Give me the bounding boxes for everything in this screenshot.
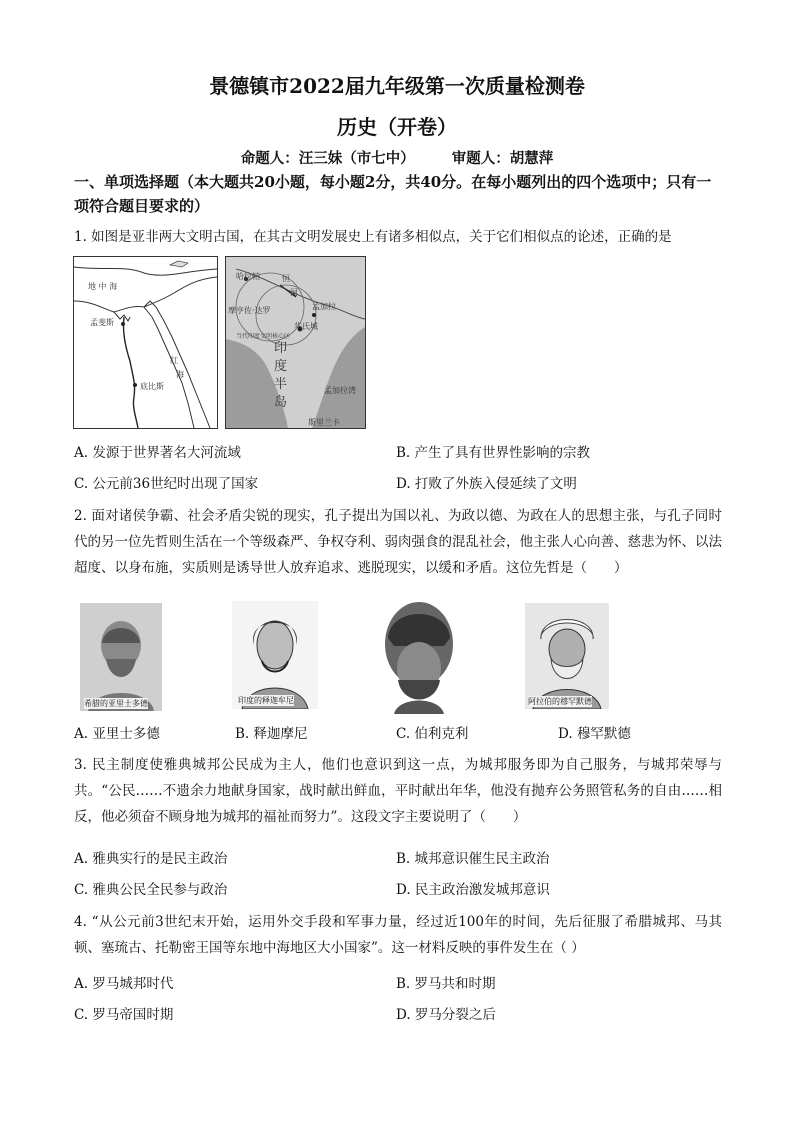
question-2-stem: 2. 面对诸侯争霸、社会矛盾尖锐的现实，孔子提出为国以礼、为政以德、为政在人的思想主张，与孔子同时代的另一位先哲则生活在一个等级森严、争权夺利、弱肉强食的混乱社会，他主张人心向善、慈悲为怀、以法超度、以身布施，实质则是诱导世人放弃追求、逃脱现实，以缓和矛盾。这位先哲是（ ） (74, 508, 722, 576)
q2-option-a[interactable]: A. 亚里士多德 (74, 726, 160, 742)
question-4-stem: 4. “从公元前3世纪末开始，运用外交手段和军事力量，经过近100年的时间，先后征服了希腊城邦、马其顿、塞琉古、托勒密王国等东地中海地区大小国家”。这一材料反映的事件发生在（ ） (74, 914, 722, 956)
map-label-sri-lanka: 斯里兰卡 (308, 418, 340, 427)
q2-option-b[interactable]: B. 释迦摩尼 (235, 726, 308, 742)
india-map (225, 256, 366, 429)
q1-option-a[interactable]: A. 发源于世界著名大河流域 (74, 445, 241, 461)
muhammad-drawing (525, 603, 609, 709)
map-label-core-area: 当代印度文明核心区 (236, 333, 291, 340)
q3-option-c[interactable]: C. 雅典公民全民参与政治 (74, 882, 228, 898)
q1-option-c[interactable]: C. 公元前36世纪时出现了国家 (74, 476, 259, 492)
map-label-yin: 印 (274, 341, 288, 356)
q2-option-c[interactable]: C. 伯利克利 (396, 726, 469, 742)
question-1-stem: 1. 如图是亚非两大文明古国，在其古文明发展史上有诸多相似点，关于它们相似点的论述，正确的是 (74, 229, 672, 245)
question-reviewer: 审题人：胡慧萍 (451, 150, 554, 167)
question-setter: 命题人：汪三妹（市七中） (240, 150, 415, 167)
map-label-sea: 海 (176, 370, 184, 379)
caption-shakyamuni: 印度的释迦牟尼 (238, 696, 294, 705)
question-3-stem: 3. 民主制度使雅典城邦公民成为主人，他们也意识到这一点，为城邦服务即为自己服务，与城邦荣辱与共。“公民……不遗余力地献身国家，战时献出鲜血，平时献出年华，他没有抛弃公务照管私务的自由……相反，他必须奋不顾身地为城邦的福祉而努力”。这段文字主要说明了（ ） (74, 757, 722, 825)
map-label-memphis: 孟斐斯 (90, 318, 114, 327)
q2-option-d[interactable]: D. 穆罕默德 (558, 726, 631, 742)
q4-option-a[interactable]: A. 罗马城邦时代 (74, 976, 174, 992)
exam-subtitle: 历史（开卷） (337, 115, 457, 139)
caption-aristotle: 希腊的亚里士多德 (84, 699, 148, 708)
shakyamuni-drawing (232, 601, 318, 709)
pericles-bust-drawing (374, 598, 464, 714)
aristotle-bust-drawing (80, 603, 162, 711)
map-label-harappa: 哈拉帕 (236, 272, 260, 281)
map-label-he: 河 (290, 288, 298, 297)
map-label-du: 度 (274, 359, 288, 374)
section-heading: 一、单项选择题（本大题共20小题，每小题2分，共40分。在每小题列出的四个选项中；只有一项符合题目要求的） (74, 173, 712, 215)
india-map-drawing (226, 257, 365, 428)
map-label-thebes: 底比斯 (140, 382, 164, 391)
map-label-bay-of-bengal: 孟加拉湾 (324, 386, 356, 395)
egypt-map (73, 256, 218, 429)
map-label-ban: 半 (274, 377, 288, 392)
portrait-muhammad (525, 603, 609, 709)
caption-muhammad: 阿拉伯的穆罕默德 (528, 697, 592, 706)
q3-option-a[interactable]: A. 雅典实行的是民主政治 (74, 851, 228, 867)
q3-option-b[interactable]: B. 城邦意识催生民主政治 (396, 851, 550, 867)
q3-option-d[interactable]: D. 民主政治激发城邦意识 (396, 882, 550, 898)
map-label-bengal: 孟加拉 (312, 302, 336, 311)
q1-option-d[interactable]: D. 打败了外族入侵延续了文明 (396, 476, 577, 492)
q4-option-c[interactable]: C. 罗马帝国时期 (74, 1007, 174, 1023)
q1-option-b[interactable]: B. 产生了具有世界性影响的宗教 (396, 445, 591, 461)
exam-title: 景德镇市2022届九年级第一次质量检测卷 (209, 74, 585, 98)
map-label-red: 红 (170, 356, 178, 365)
map-label-pataliputra: 华氏城 (294, 322, 318, 331)
portrait-shakyamuni (232, 601, 318, 709)
q4-option-b[interactable]: B. 罗马共和时期 (396, 976, 496, 992)
map-label-dao: 岛 (274, 395, 288, 410)
map-label-mohenjo-daro: 摩亨佐·达罗 (228, 306, 271, 315)
portrait-pericles (374, 598, 464, 714)
q4-option-d[interactable]: D. 罗马分裂之后 (396, 1007, 496, 1023)
portrait-aristotle (80, 603, 162, 711)
map-label-heng: 恒 (282, 274, 290, 283)
authors-line (0, 147, 794, 168)
map-label-mediterranean: 地 中 海 (88, 282, 118, 291)
